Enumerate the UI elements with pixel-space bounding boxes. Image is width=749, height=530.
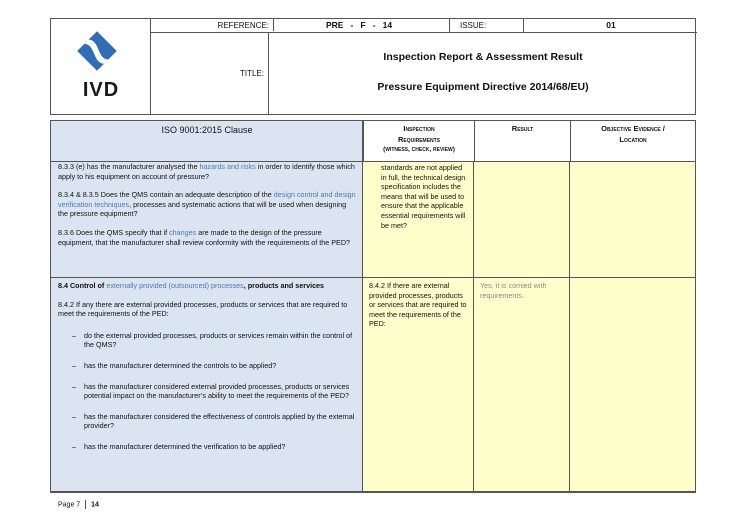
footer-rule [50, 492, 696, 493]
header-inspection-line1: Inspection [403, 124, 435, 133]
reference-value: PRE - F - 14 [325, 20, 393, 30]
header-clause [51, 121, 363, 162]
evidence-column [570, 121, 695, 491]
q-hazards: 8.3.3 (e) has the manufacturer analysed the hazards and risks in order to identify those which apply to his equipment on account of pressure? [58, 162, 355, 181]
row-divider [51, 277, 695, 278]
header-inspection [363, 121, 474, 162]
row2-heading: 8.4 Control of externally provided (outsourced) processes, products and services [58, 281, 325, 290]
reference-row [151, 19, 697, 33]
page-separator [85, 500, 86, 509]
header-evidence-line1: Objective Evidence / [601, 124, 665, 133]
issue-value: 01 [523, 19, 698, 32]
header-evidence [570, 121, 695, 162]
list-item: – has the manufacturer considered external provided processes, products or services potential impact on the manufacturer’s ability to meet the requirements of the PED? [72, 381, 350, 401]
row2-clause [58, 281, 358, 452]
keyword-outsourced: externally provided (outsourced) processes [106, 281, 244, 290]
header-evidence-line2: Location [619, 135, 647, 144]
issue-label: ISSUE: [449, 19, 534, 32]
header-result-text: Result [511, 124, 534, 133]
reference-label: REFERENCE: [151, 19, 274, 31]
header-inspection-line3: (witness, check, review) [383, 146, 455, 153]
list-item: – has the manufacturer considered the effectiveness of controls applied by the external provider? [72, 411, 355, 431]
header-clause-text: ISO 9001:2015 Clause [161, 125, 253, 135]
row2-inspection: 8.4.2 If there are external provided processes, products or services that are required to meet the requirements of the PED: [369, 281, 467, 329]
title-cell [269, 33, 697, 114]
page-label: Page 7 [58, 501, 81, 509]
header-inspection-line2: Requirements [397, 135, 441, 144]
row2-intro: 8.4.2 If any there are external provided processes, products or services that are required to meet the requirements of the PED: [58, 299, 348, 319]
q-design-control: 8.3.4 & 8.3.5 Does the QMS contain an adequate description of the design control and design verification techniques, processes and systematic actions that will be used when designing the pressure equipment? [58, 190, 356, 219]
logo-area [51, 19, 151, 114]
title-label: TITLE: [239, 69, 264, 78]
q-changes: 8.3.6 Does the QMS specify that if changes are made to the design of the pressure equipment, that the manufacturer shall review conformity with the requirements of the PED? [58, 227, 351, 247]
title-line-2: Pressure Equipment Directive 2014/68/EU) [377, 81, 589, 93]
inspection-table [50, 120, 696, 492]
page-total: 14 [91, 501, 99, 509]
keyword-changes: changes [169, 227, 197, 237]
row2-result: Yes, it is comied with requirements. [480, 281, 547, 300]
result-column [474, 121, 570, 491]
document-header [50, 18, 696, 115]
page-number [58, 500, 99, 509]
logo-text: IVD [82, 79, 120, 101]
keyword-design-control: design control and design verification techniques [58, 190, 356, 209]
header-result [474, 121, 570, 162]
row2-bullet-list [58, 331, 358, 452]
list-item: – has the manufacturer determined the verification to be applied? [72, 441, 286, 451]
row1-inspection: standards are not applied in full, the technical design specification includes the means that will be used to ensure that the applicable essential requirements will be met? [381, 163, 466, 230]
list-item: – do the external provided processes, products or services remain within the control of the QMS? [72, 330, 353, 350]
keyword-hazards: hazards and risks [199, 162, 256, 171]
row1-clause [58, 162, 358, 247]
title-line-1: Inspection Report & Assessment Result [383, 51, 583, 63]
list-item: – has the manufacturer determined the controls to be applied? [72, 360, 277, 370]
title-label-cell [151, 33, 269, 114]
